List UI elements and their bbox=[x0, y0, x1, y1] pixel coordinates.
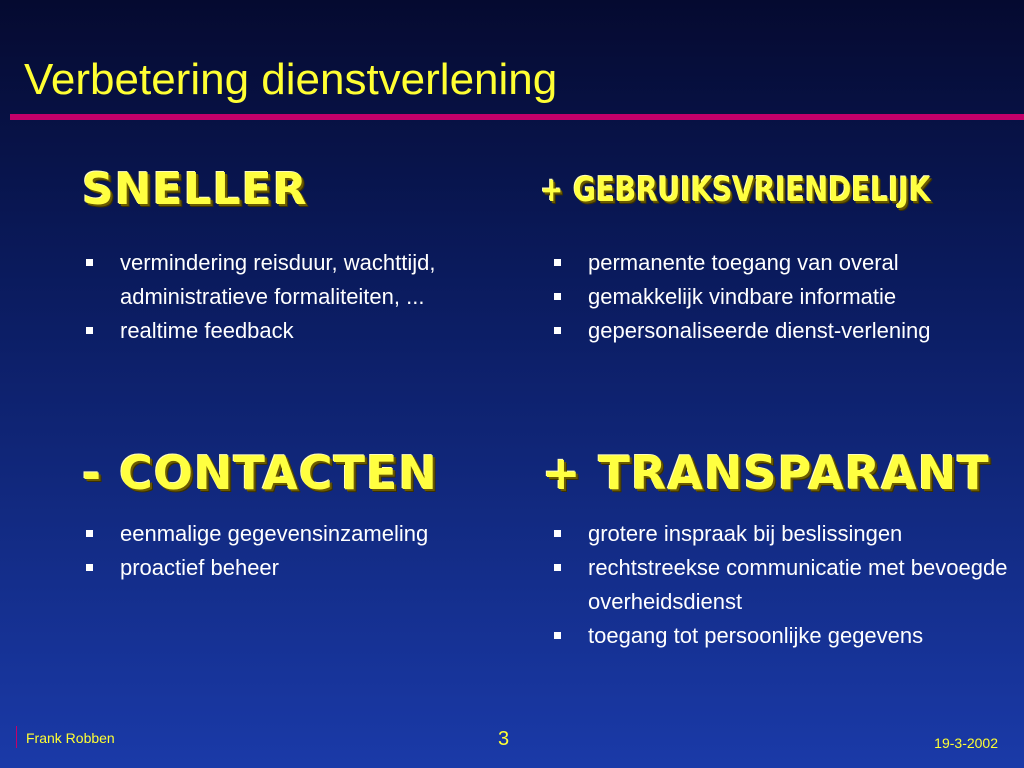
footer-date: 19-3-2002 bbox=[934, 735, 998, 751]
list-item-text: vermindering reisduur, wachttijd, administratieve formaliteiten, ... bbox=[120, 250, 436, 309]
list-item bbox=[548, 517, 1008, 551]
list-item-text: eenmalige gegevensinzameling bbox=[120, 521, 429, 546]
list-item bbox=[80, 517, 480, 551]
bullet-square-icon bbox=[86, 530, 93, 537]
list-item bbox=[548, 246, 1008, 280]
bullet-square-icon bbox=[554, 564, 561, 571]
list-item bbox=[80, 314, 480, 348]
list-item-text: permanente toegang van overal bbox=[588, 250, 899, 275]
bullet-square-icon bbox=[86, 327, 93, 334]
bullet-square-icon bbox=[86, 259, 93, 266]
bullet-square-icon bbox=[554, 259, 561, 266]
list-item-text: gepersonaliseerde dienst-verlening bbox=[588, 318, 931, 343]
list-item bbox=[548, 280, 1008, 314]
list-item-text: toegang tot persoonlijke gegevens bbox=[588, 623, 924, 648]
list-transparant bbox=[548, 517, 1008, 653]
heading-sneller: SNELLER bbox=[82, 164, 308, 215]
heading-transparant: + TRANSPARANT bbox=[542, 446, 990, 500]
list-item-text: rechtstreekse communicatie met bevoegde overheidsdienst bbox=[588, 555, 1008, 614]
title-divider bbox=[10, 114, 1024, 120]
bullet-square-icon bbox=[554, 293, 561, 300]
slide-title: Verbetering dienstverlening bbox=[24, 55, 558, 104]
footer-divider bbox=[16, 726, 17, 748]
bullet-square-icon bbox=[554, 632, 561, 639]
slide-number: 3 bbox=[498, 728, 510, 750]
list-item bbox=[80, 246, 480, 314]
list-item bbox=[80, 551, 480, 585]
list-sneller bbox=[80, 246, 480, 348]
heading-gebruiksvriendelijk: + GEBRUIKSVRIENDELIJK bbox=[540, 170, 931, 210]
footer-author: Frank Robben bbox=[26, 730, 115, 746]
list-item-text: grotere inspraak bij beslissingen bbox=[588, 521, 903, 546]
bullet-square-icon bbox=[554, 530, 561, 537]
list-item-text: proactief beheer bbox=[120, 555, 279, 580]
bullet-square-icon bbox=[86, 564, 93, 571]
list-item bbox=[548, 551, 1008, 619]
list-item bbox=[548, 619, 1008, 653]
list-item bbox=[548, 314, 1008, 348]
list-gebruiksvriendelijk bbox=[548, 246, 1008, 348]
list-item-text: realtime feedback bbox=[120, 318, 294, 343]
list-item-text: gemakkelijk vindbare informatie bbox=[588, 284, 897, 309]
bullet-square-icon bbox=[554, 327, 561, 334]
heading-contacten: - CONTACTEN bbox=[82, 446, 438, 500]
list-contacten bbox=[80, 517, 480, 585]
